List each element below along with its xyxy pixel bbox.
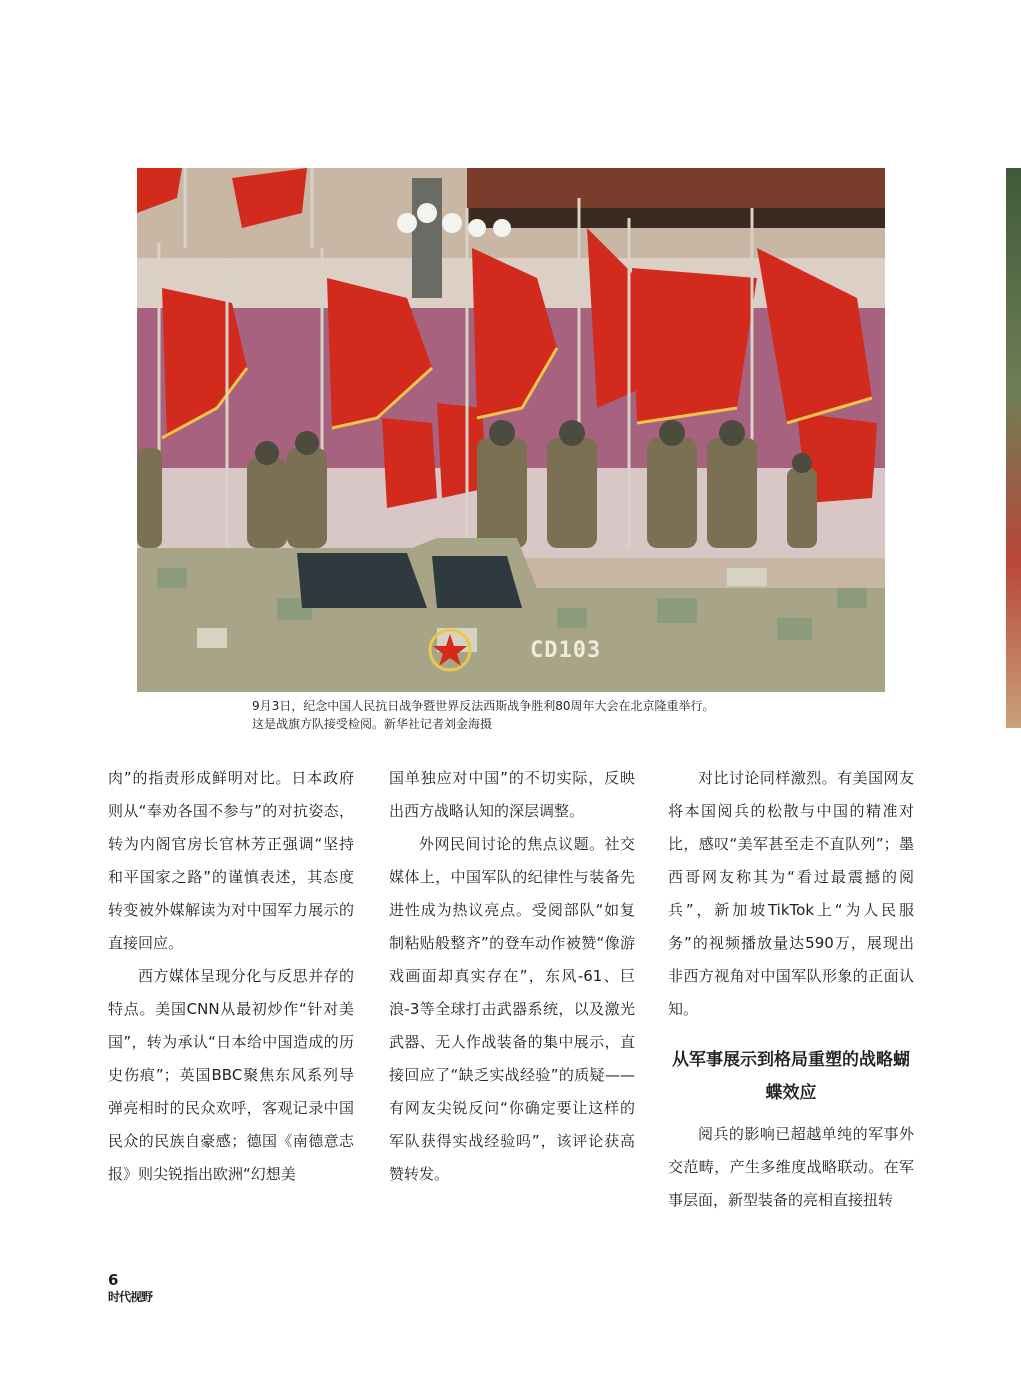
body-column-3 — [668, 762, 914, 1217]
column2-paragraph-2: 外网民间讨论的焦点议题。社交媒体上，中国军队的纪律性与装备先进性成为热议亮点。受阅部队“如复制粘贴般整齐”的登车动作被赞“像游戏画面却真实存在”，东风-61、巨浪-3等全球打击武器系统，以及激光武器、无人作战装备的集中展示，直接回应了“缺乏实战经验”的质疑——有网友尖锐反问“你确定要让这样的军队获得实战经验吗”，该评论获高赞转发。 — [389, 835, 635, 1183]
column2-paragraph-1: 国单独应对中国”的不切实际，反映出西方战略认知的深层调整。 — [389, 769, 635, 820]
page-number: 6 — [108, 1271, 119, 1289]
section-subheading: 从军事展示到格局重塑的战略蝴蝶效应 — [672, 1050, 910, 1103]
parade-photo — [137, 168, 885, 692]
parade-illustration — [137, 168, 885, 692]
vehicle-plate-label: CD103 — [530, 638, 602, 663]
magazine-name: 时代视野 — [108, 1290, 153, 1304]
adjacent-page-photo-edge — [1006, 168, 1021, 728]
caption-line-1: 9月3日，纪念中国人民抗日战争暨世界反法西斯战争胜利80周年大会在北京隆重举行。 — [252, 699, 715, 713]
caption-line-2: 这是战旗方队接受检阅。新华社记者刘金海摄 — [252, 717, 493, 731]
photo-caption — [252, 697, 812, 733]
column1-paragraph-2: 西方媒体呈现分化与反思并存的特点。美国CNN从最初炒作“针对美国”，转为承认“日本给中国造成的历史伤痕”；英国BBC聚焦东风系列导弹亮相时的民众欢呼，客观记录中国民众的民族自豪感；德国《南德意志报》则尖锐指出欧洲“幻想美 — [108, 967, 354, 1183]
body-column-2 — [389, 762, 635, 1191]
body-column-1 — [108, 762, 354, 1191]
column3-paragraph-1: 对比讨论同样激烈。有美国网友将本国阅兵的松散与中国的精准对比，感叹“美军甚至走不直队列”；墨西哥网友称其为“看过最震撼的阅兵”，新加坡TikTok上“为人民服务”的视频播放量达590万，展现出非西方视角对中国军队形象的正面认知。 — [668, 769, 914, 1018]
column1-paragraph-1: 肉”的指责形成鲜明对比。日本政府则从“奉劝各国不参与”的对抗姿态，转为内阁官房长官林芳正强调“坚持和平国家之路”的谨慎表述，其态度转变被外媒解读为对中国军力展示的直接回应。 — [108, 769, 354, 952]
column3-paragraph-2: 阅兵的影响已超越单纯的军事外交范畴，产生多维度战略联动。在军事层面，新型装备的亮相直接扭转 — [668, 1125, 914, 1209]
